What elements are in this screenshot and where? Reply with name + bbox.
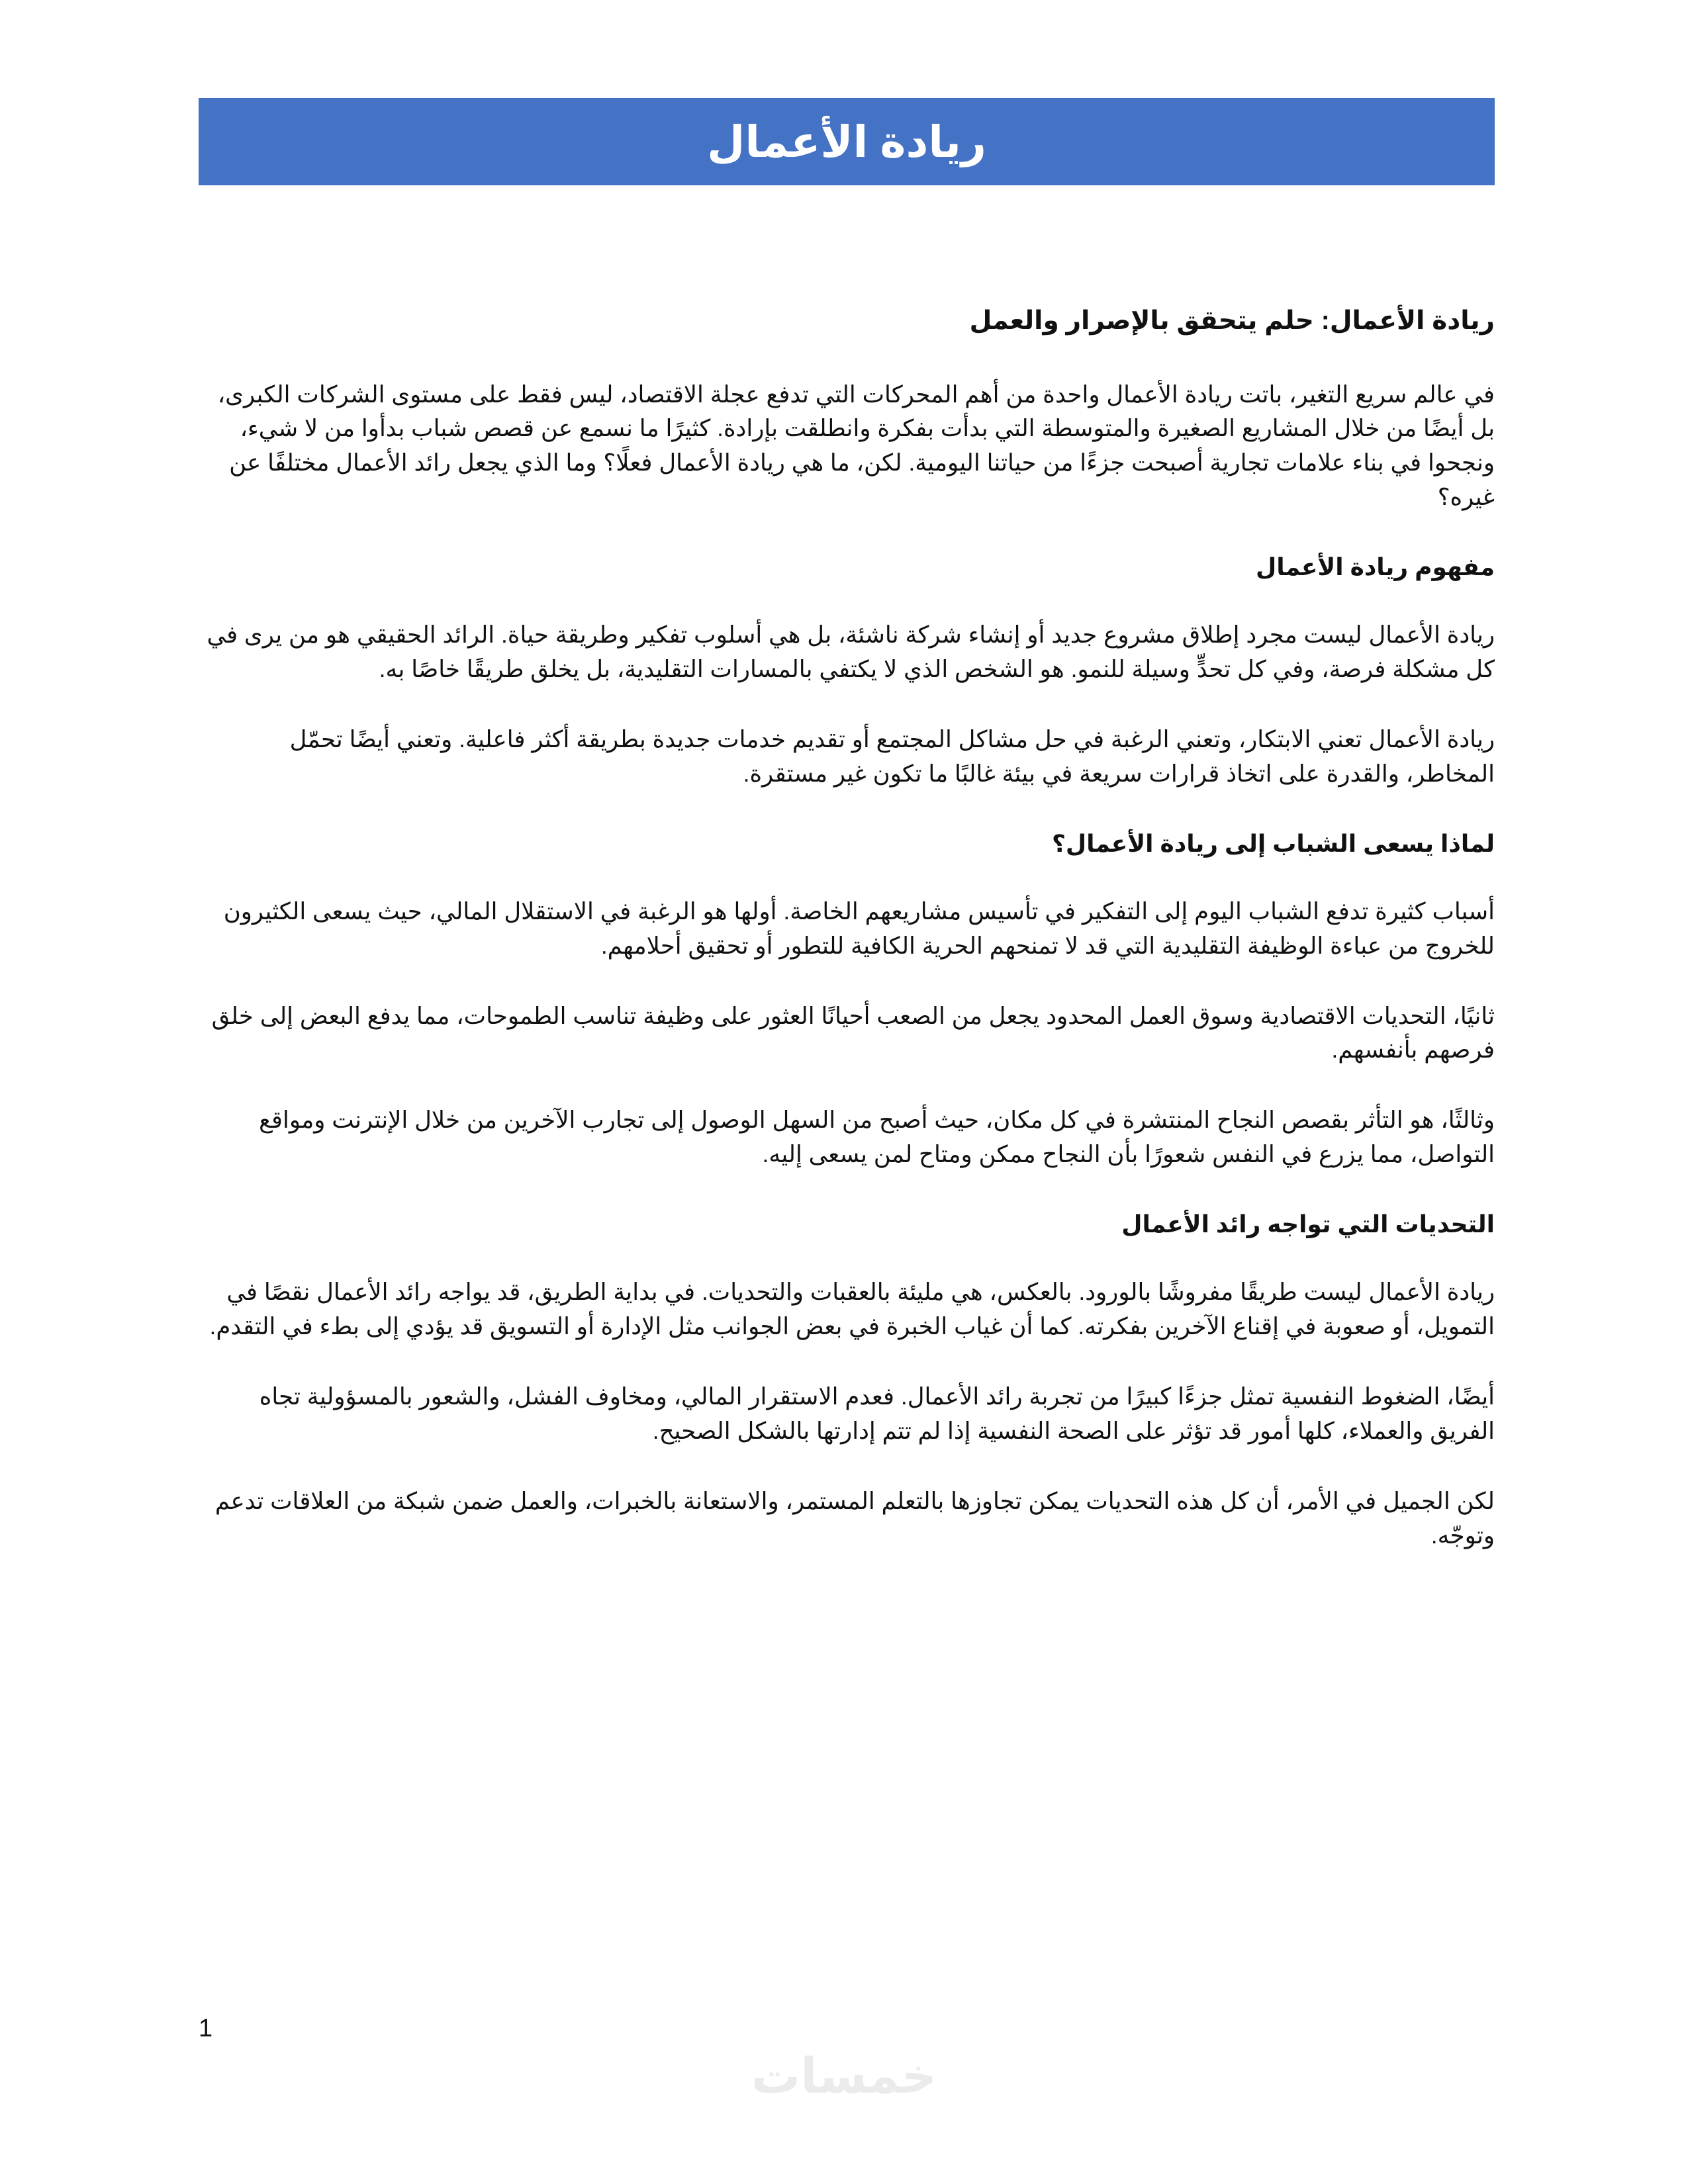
paragraph: ريادة الأعمال تعني الابتكار، وتعني الرغبة في حل مشاكل المجتمع أو تقديم خدمات جديدة بطريقة أكثر فاعلية. وتعني أيضًا تحمّل المخاطر، والقدرة على اتخاذ قرارات سريعة في بيئة غالبًا ما تكون غير مستقرة. [289, 725, 1495, 787]
paragraph: ريادة الأعمال ليست مجرد إطلاق مشروع جديد أو إنشاء شركة ناشئة، بل هي أسلوب تفكير وطريقة حياة. الرائد الحقيقي هو من يرى في كل مشكلة فرصة، وفي كل تحدٍّ وسيلة للنمو. هو الشخص الذي لا يكتفي بالمسارات التقليدية، بل يخلق طريقًا خاصًا به. [207, 621, 1495, 683]
paragraph: لكن الجميل في الأمر، أن كل هذه التحديات يمكن تجاوزها بالتعلم المستمر، والاستعانة بالخبرات، والعمل ضمن شبكة من العلاقات تدعم وتوجّه. [214, 1487, 1495, 1549]
banner-title: ريادة الأعمال [707, 117, 986, 166]
section-concept [199, 551, 1495, 792]
paragraph: ثانيًا، التحديات الاقتصادية وسوق العمل المحدود يجعل من الصعب أحيانًا العثور على وظيفة تناسب الطموحات، مما يدفع البعض إلى خلق فرصهم بأنفسهم. [211, 1002, 1495, 1064]
section-why-youth [199, 827, 1495, 1172]
title-banner [199, 98, 1495, 185]
paragraph: أسباب كثيرة تدفع الشباب اليوم إلى التفكير في تأسيس مشاريعهم الخاصة. أولها هو الرغبة في الاستقلال المالي، حيث يسعى الكثيرون للخروج من عباءة الوظيفة التقليدية التي قد لا تمنحهم الحرية الكافية للتطور أو تحقيق أحلامهم. [223, 898, 1495, 959]
paragraph: أيضًا، الضغوط النفسية تمثل جزءًا كبيرًا من تجربة رائد الأعمال. فعدم الاستقرار المالي، ومخاوف الفشل، والشعور بالمسؤولية تجاه الفريق والعملاء، كلها أمور قد تؤثر على الصحة النفسية إذا لم تتم إدارتها بالشكل الصحيح. [259, 1383, 1495, 1444]
section-heading: لماذا يسعى الشباب إلى ريادة الأعمال؟ [1051, 829, 1495, 857]
paragraph: ريادة الأعمال ليست طريقًا مفروشًا بالورود. بالعكس، هي مليئة بالعقبات والتحديات. في بداية الطريق، قد يواجه رائد الأعمال نقصًا في التمويل، أو صعوبة في إقناع الآخرين بفكرته. كما أن غياب الخبرة في بعض الجوانب مثل الإدارة أو التسويق قد يؤدي إلى بطء في التقدم. [209, 1279, 1495, 1340]
document-body [199, 303, 1495, 1588]
article-title: ريادة الأعمال: حلم يتحقق بالإصرار والعمل [969, 306, 1495, 335]
section-challenges [199, 1208, 1495, 1553]
paragraph: وثالثًا، هو التأثر بقصص النجاح المنتشرة في كل مكان، حيث أصبح من السهل الوصول إلى تجارب الآخرين من خلال الإنترنت ومواقع التواصل، مما يزرع في النفس شعورًا بأن النجاح ممكن ومتاح لمن يسعى إليه. [259, 1107, 1495, 1168]
intro-paragraph: في عالم سريع التغير، باتت ريادة الأعمال واحدة من أهم المحركات التي تدفع عجلة الاقتصاد، ليس فقط على مستوى الشركات الكبرى، بل أيضًا من خلال المشاريع الصغيرة والمتوسطة التي بدأت بفكرة وانطلقت بإرادة. كثيرًا ما نسمع عن قصص شباب بدأوا من لا شيء، ونجحوا في بناء علامات تجارية أصبحت جزءًا من حياتنا اليومية. لكن، ما هي ريادة الأعمال فعلًا؟ وما الذي يجعل رائد الأعمال مختلفًا عن غيره؟ [217, 381, 1495, 511]
section-heading: التحديات التي تواجه رائد الأعمال [1121, 1210, 1495, 1238]
section-heading: مفهوم ريادة الأعمال [1255, 553, 1495, 580]
watermark-logo: خمسات [751, 2048, 937, 2103]
page-number: 1 [199, 2015, 213, 2042]
